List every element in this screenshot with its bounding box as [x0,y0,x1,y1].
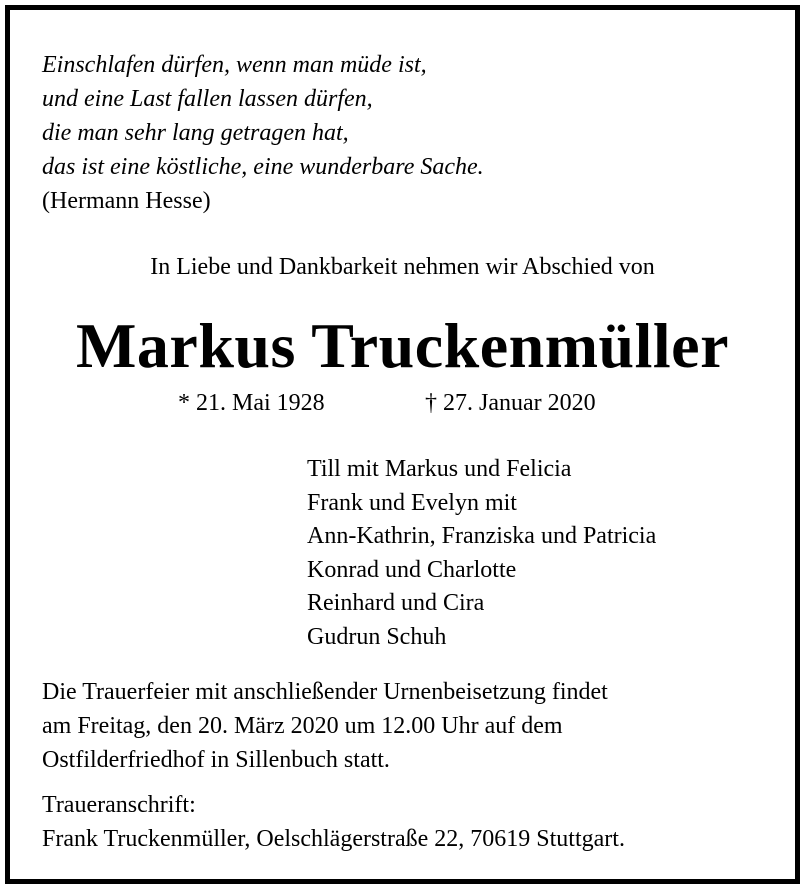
poem [42,48,484,218]
poem-line: und eine Last fallen lassen dürfen, [42,86,373,112]
family-member: Till mit Markus und Felicia [307,456,572,482]
death-date: † 27. Januar 2020 [425,390,596,416]
poem-line: das ist eine köstliche, eine wunderbare Sache. [42,154,484,180]
family-member: Ann-Kathrin, Franziska und Patricia [307,523,657,549]
family-member: Frank und Evelyn mit [307,489,517,516]
family-list [307,453,656,654]
ceremony-line: Die Trauerfeier mit anschließender Urnenbeisetzung findet [42,679,608,705]
intro-text: In Liebe und Dankbarkeit nehmen wir Abschied von [150,254,655,280]
mourning-address [42,788,625,856]
family-member: Reinhard und Cira [307,590,485,616]
birth-date: * 21. Mai 1928 [178,390,325,416]
poem-line: Einschlafen dürfen, wenn man müde ist, [42,52,427,78]
ceremony-info [42,675,608,777]
ceremony-line: am Freitag, den 20. März 2020 um 12.00 Uhr auf dem [42,713,563,739]
address-label: Traueranschrift: [42,792,196,818]
family-member: Konrad und Charlotte [307,556,517,583]
family-member: Gudrun Schuh [307,623,447,650]
ceremony-line: Ostfilderfriedhof in Sillenbuch statt. [42,747,390,773]
obituary-notice [5,5,800,884]
poem-line: die man sehr lang getragen hat, [42,120,349,146]
poem-author: (Hermann Hesse) [42,188,211,214]
address-value: Frank Truckenmüller, Oelschlägerstraße 22, 70619 Stuttgart. [42,826,625,852]
deceased-name: Markus Truckenmüller [76,310,729,381]
